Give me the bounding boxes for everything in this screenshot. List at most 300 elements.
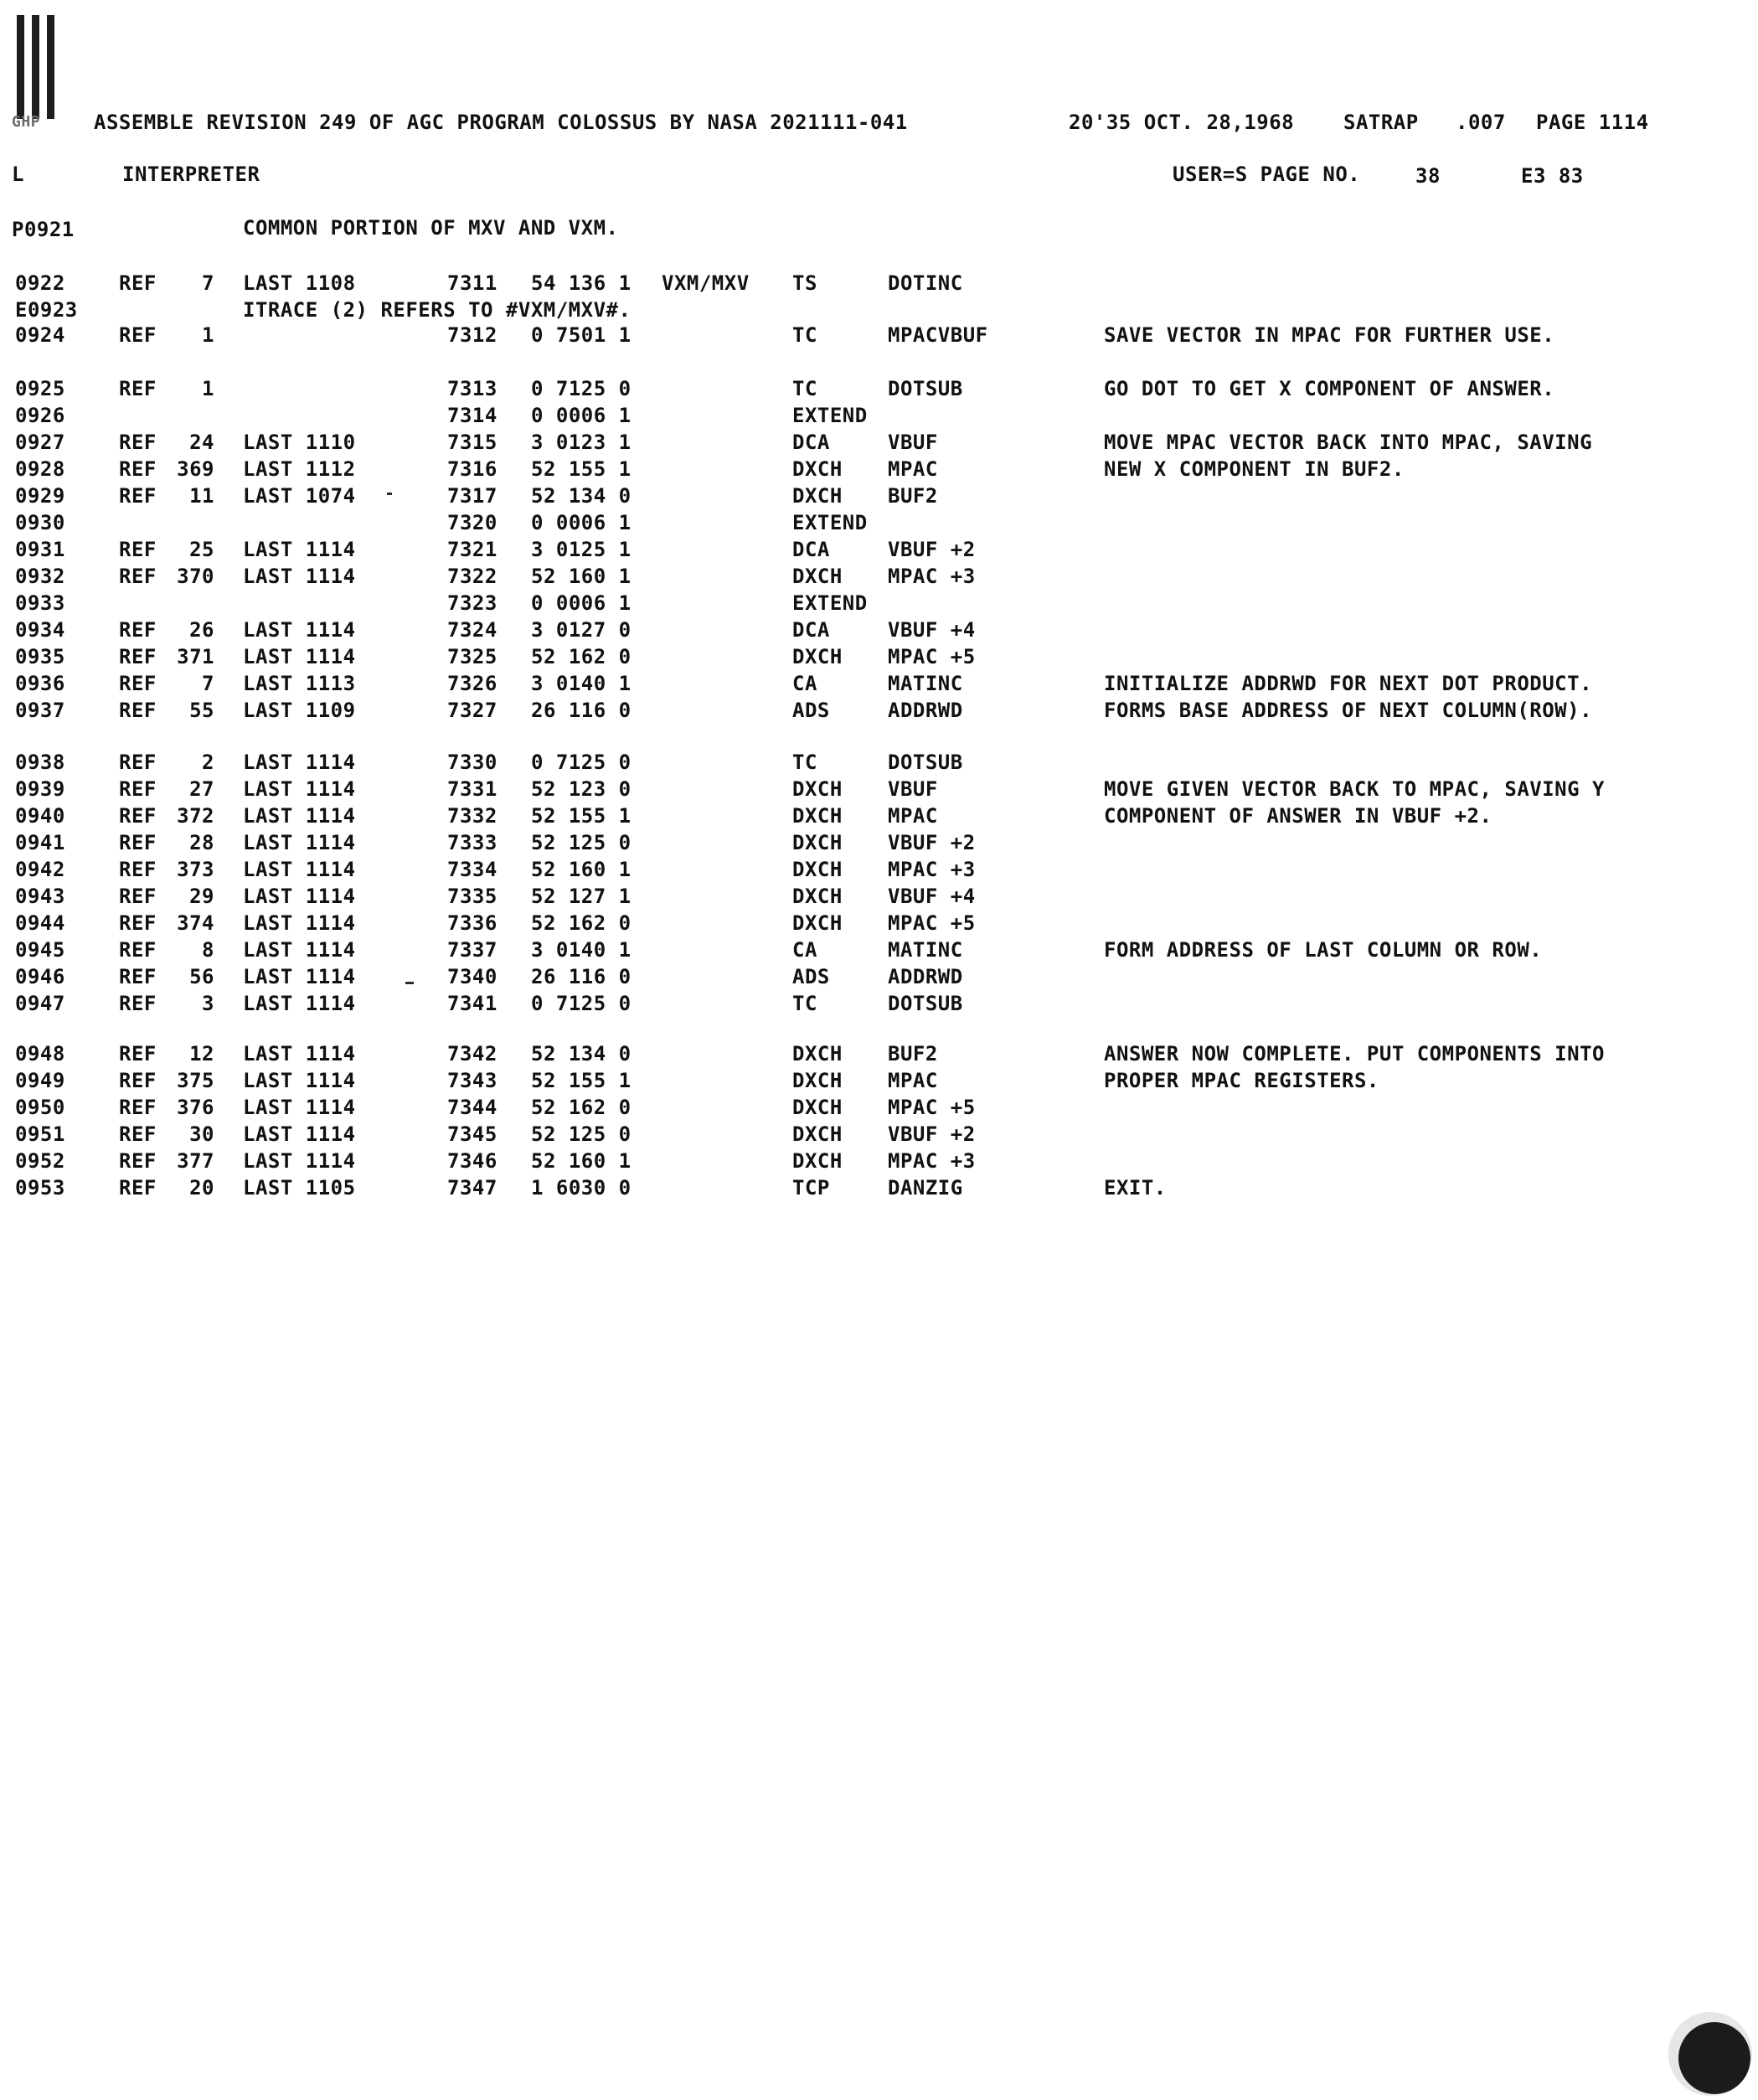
- cell-operand: VBUF: [888, 431, 938, 454]
- cell-addr: 7327: [447, 699, 497, 722]
- cell-code: 52 134 0: [531, 484, 632, 508]
- cell-cnt: 3: [202, 992, 214, 1015]
- cell-code: 52 123 0: [531, 777, 632, 801]
- cell-op: DXCH: [792, 645, 843, 668]
- cell-line: 0938: [15, 751, 65, 774]
- cell-op: DXCH: [792, 858, 843, 881]
- time-line: 20'35 OCT. 28,1968: [1069, 111, 1295, 134]
- cell-cnt: 56: [189, 965, 214, 988]
- cell-line: 0942: [15, 858, 65, 881]
- cell-comment: FORM ADDRESS OF LAST COLUMN OR ROW.: [1104, 938, 1543, 962]
- cell-line: 0949: [15, 1069, 65, 1092]
- cell-op: DXCH: [792, 1042, 843, 1065]
- cell-addr: 7341: [447, 992, 497, 1015]
- cell-line: 0951: [15, 1122, 65, 1146]
- cell-op: DXCH: [792, 804, 843, 828]
- cell-code: 52 162 0: [531, 645, 632, 668]
- cell-comment: ANSWER NOW COMPLETE. PUT COMPONENTS INTO: [1104, 1042, 1605, 1065]
- cell-line: 0934: [15, 618, 65, 642]
- cell-code: 0 7125 0: [531, 377, 632, 400]
- cell-addr: 7346: [447, 1149, 497, 1173]
- cell-cnt: 376: [177, 1096, 214, 1119]
- cell-cnt: 1: [202, 377, 214, 400]
- cell-operand: BUF2: [888, 484, 938, 508]
- cell-op: ADS: [792, 965, 830, 988]
- cell-last: LAST 1114: [243, 965, 356, 988]
- listing-row: [0, 1121, 1758, 1148]
- cell-op: TS: [792, 271, 817, 295]
- listing-row: [0, 1040, 1758, 1067]
- cell-op: TC: [792, 992, 817, 1015]
- corner-mark: GHP: [12, 113, 41, 131]
- cell-cnt: 375: [177, 1069, 214, 1092]
- cell-ref: REF: [119, 938, 157, 962]
- cell-ref: REF: [119, 1122, 157, 1146]
- cell-code: 1 6030 0: [531, 1176, 632, 1200]
- cell-addr: 7337: [447, 938, 497, 962]
- cell-code: 52 162 0: [531, 1096, 632, 1119]
- listing-row: [0, 1174, 1758, 1201]
- binder-mark-3: [47, 15, 54, 119]
- cell-cnt: 55: [189, 699, 214, 722]
- cell-addr: 7311: [447, 271, 497, 295]
- cell-operand: MATINC: [888, 672, 963, 695]
- cell-ref: REF: [119, 538, 157, 561]
- cell-addr: 7347: [447, 1176, 497, 1200]
- cell-addr: 7345: [447, 1122, 497, 1146]
- cell-line: 0931: [15, 538, 65, 561]
- cell-code: 3 0123 1: [531, 431, 632, 454]
- cell-addr: 7313: [447, 377, 497, 400]
- cell-line: 0947: [15, 992, 65, 1015]
- cell-addr: 7336: [447, 911, 497, 935]
- cell-operand: MPAC +3: [888, 1149, 976, 1173]
- cell-code: 52 155 1: [531, 457, 632, 481]
- cell-code: 52 155 1: [531, 1069, 632, 1092]
- cell-ref: REF: [119, 911, 157, 935]
- cell-op: DXCH: [792, 831, 843, 854]
- cell-op: DXCH: [792, 777, 843, 801]
- cell-last: LAST 1114: [243, 992, 356, 1015]
- cell-operand: ADDRWD: [888, 965, 963, 988]
- cell-code: 52 160 1: [531, 1149, 632, 1173]
- cell-label: VXM/MXV: [662, 271, 750, 295]
- cell-op: DXCH: [792, 885, 843, 908]
- binder-mark-1: [17, 15, 24, 119]
- cell-cnt: 11: [189, 484, 214, 508]
- cell-code: 0 7125 0: [531, 751, 632, 774]
- cell-operand: DOTSUB: [888, 992, 963, 1015]
- cell-addr: 7321: [447, 538, 497, 561]
- cell-cnt: 374: [177, 911, 214, 935]
- cell-operand: VBUF: [888, 777, 938, 801]
- cell-last: LAST 1114: [243, 1149, 356, 1173]
- cell-line: 0939: [15, 777, 65, 801]
- cell-last: LAST 1114: [243, 1042, 356, 1065]
- cell-operand: MPAC: [888, 457, 938, 481]
- cell-op: DXCH: [792, 911, 843, 935]
- cell-addr: 7335: [447, 885, 497, 908]
- listing-row: [0, 617, 1758, 643]
- cell-line: 0929: [15, 484, 65, 508]
- cell-addr: 7344: [447, 1096, 497, 1119]
- cell-operand: MPAC: [888, 1069, 938, 1092]
- cell-addr: 7340: [447, 965, 497, 988]
- cell-line: 0932: [15, 565, 65, 588]
- cell-addr: 7332: [447, 804, 497, 828]
- cell-cnt: 29: [189, 885, 214, 908]
- cell-code: 0 7125 0: [531, 992, 632, 1015]
- cell-code: 3 0140 1: [531, 938, 632, 962]
- cell-last: LAST 1114: [243, 938, 356, 962]
- cell-code: 52 127 1: [531, 885, 632, 908]
- cell-operand: VBUF +2: [888, 538, 976, 561]
- cell-ref: REF: [119, 804, 157, 828]
- listing-row: [0, 322, 1758, 348]
- cell-cnt: 371: [177, 645, 214, 668]
- stray-tick-2: [405, 982, 414, 984]
- cell-cnt: 1: [202, 323, 214, 347]
- cell-line: 0936: [15, 672, 65, 695]
- cell-code: 52 160 1: [531, 565, 632, 588]
- cell-line: 0930: [15, 511, 65, 534]
- cell-ref: REF: [119, 271, 157, 295]
- cell-addr: 7315: [447, 431, 497, 454]
- cell-op: TC: [792, 323, 817, 347]
- cell-last: LAST 1114: [243, 911, 356, 935]
- cell-line: 0935: [15, 645, 65, 668]
- cell-cnt: 7: [202, 672, 214, 695]
- listing-row: [0, 802, 1758, 829]
- listing-row: [0, 697, 1758, 724]
- cell-last: LAST 1114: [243, 831, 356, 854]
- cell-ref: REF: [119, 1042, 157, 1065]
- cell-op: DCA: [792, 431, 830, 454]
- cell-code: 26 116 0: [531, 965, 632, 988]
- cell-line: 0926: [15, 404, 65, 427]
- cell-ref: REF: [119, 831, 157, 854]
- cell-cnt: 28: [189, 831, 214, 854]
- binder-hole: [1678, 2022, 1750, 2094]
- cell-comment: SAVE VECTOR IN MPAC FOR FURTHER USE.: [1104, 323, 1555, 347]
- cell-addr: 7343: [447, 1069, 497, 1092]
- cell-cnt: 7: [202, 271, 214, 295]
- cell-code: 3 0125 1: [531, 538, 632, 561]
- cell-addr: 7333: [447, 831, 497, 854]
- cell-code: 54 136 1: [531, 271, 632, 295]
- cell-last: LAST 1114: [243, 858, 356, 881]
- listing-row: [0, 536, 1758, 563]
- cell-line: 0952: [15, 1149, 65, 1173]
- cell-line: 0922: [15, 271, 65, 295]
- cell-op: EXTEND: [792, 591, 868, 615]
- cell-comment: MOVE GIVEN VECTOR BACK TO MPAC, SAVING Y: [1104, 777, 1605, 801]
- cell-line: 0945: [15, 938, 65, 962]
- listing-row: [0, 590, 1758, 617]
- cell-operand: MPAC +5: [888, 1096, 976, 1119]
- cell-last: LAST 1114: [243, 618, 356, 642]
- cell-code: 52 125 0: [531, 1122, 632, 1146]
- listing-row: [0, 936, 1758, 963]
- listing-row: [0, 482, 1758, 509]
- listing-row: [0, 910, 1758, 936]
- cell-ref: REF: [119, 965, 157, 988]
- left-letter: L: [12, 163, 24, 186]
- cell-ref: REF: [119, 751, 157, 774]
- cell-op: DXCH: [792, 565, 843, 588]
- cell-addr: 7320: [447, 511, 497, 534]
- cell-last: LAST 1112: [243, 457, 356, 481]
- listing-row: [0, 749, 1758, 776]
- cell-op: CA: [792, 672, 817, 695]
- cell-ref: REF: [119, 323, 157, 347]
- cell-ref: REF: [119, 377, 157, 400]
- title-line-id: P0921: [12, 218, 75, 241]
- cell-cnt: 24: [189, 431, 214, 454]
- cell-ref: REF: [119, 1149, 157, 1173]
- listing-row: [0, 456, 1758, 482]
- cell-cnt: 27: [189, 777, 214, 801]
- cell-operand: VBUF +4: [888, 618, 976, 642]
- cell-last: LAST 1110: [243, 431, 356, 454]
- cell-operand: VBUF +4: [888, 885, 976, 908]
- cell-operand: MPAC +5: [888, 911, 976, 935]
- cell-op: DXCH: [792, 1096, 843, 1119]
- cell-last: LAST 1114: [243, 1122, 356, 1146]
- cell-last: LAST 1114: [243, 751, 356, 774]
- cell-operand: MPACVBUF: [888, 323, 988, 347]
- cell-operand: BUF2: [888, 1042, 938, 1065]
- cell-code: 52 155 1: [531, 804, 632, 828]
- cell-operand: ADDRWD: [888, 699, 963, 722]
- cell-last: LAST 1114: [243, 804, 356, 828]
- cell-comment: EXIT.: [1104, 1176, 1167, 1200]
- cell-op: TCP: [792, 1176, 830, 1200]
- cell-addr: 7342: [447, 1042, 497, 1065]
- cell-op: TC: [792, 751, 817, 774]
- listing-row: [0, 643, 1758, 670]
- cell-last: LAST 1114: [243, 1069, 356, 1092]
- cell-last: LAST 1114: [243, 885, 356, 908]
- cell-op: CA: [792, 938, 817, 962]
- cell-op: DXCH: [792, 1069, 843, 1092]
- cell-code: 52 134 0: [531, 1042, 632, 1065]
- cell-comment: GO DOT TO GET X COMPONENT OF ANSWER.: [1104, 377, 1555, 400]
- cell-line: 0953: [15, 1176, 65, 1200]
- cell-line: 0927: [15, 431, 65, 454]
- cell-last: LAST 1114: [243, 1096, 356, 1119]
- cell-last: LAST 1074: [243, 484, 356, 508]
- cell-code: 0 0006 1: [531, 404, 632, 427]
- cell-operand: VBUF +2: [888, 831, 976, 854]
- cell-cnt: 372: [177, 804, 214, 828]
- cell-code: 3 0140 1: [531, 672, 632, 695]
- assemble-line: ASSEMBLE REVISION 249 OF AGC PROGRAM COLOSSUS BY NASA 2021111-041: [94, 111, 908, 134]
- cell-addr: 7312: [447, 323, 497, 347]
- code-tag: E3 83: [1521, 164, 1584, 188]
- cell-op: EXTEND: [792, 404, 868, 427]
- cell-code: 0 0006 1: [531, 591, 632, 615]
- cell-op: TC: [792, 377, 817, 400]
- cell-line: 0937: [15, 699, 65, 722]
- listing-row: [0, 883, 1758, 910]
- cell-line: 0946: [15, 965, 65, 988]
- cell-code: 0 0006 1: [531, 511, 632, 534]
- cell-line: 0924: [15, 323, 65, 347]
- cell-addr: 7334: [447, 858, 497, 881]
- cell-last: LAST 1108: [243, 271, 356, 295]
- listing-row: [0, 1067, 1758, 1094]
- cell-ref: REF: [119, 1096, 157, 1119]
- listing-row: [0, 963, 1758, 990]
- cell-op: DXCH: [792, 1149, 843, 1173]
- cell-line: 0948: [15, 1042, 65, 1065]
- cell-addr: 7326: [447, 672, 497, 695]
- cell-addr: 7323: [447, 591, 497, 615]
- cell-operand: DOTSUB: [888, 377, 963, 400]
- cell-operand: DOTSUB: [888, 751, 963, 774]
- cell-cnt: 373: [177, 858, 214, 881]
- cell-op: DXCH: [792, 1122, 843, 1146]
- cell-addr: 7324: [447, 618, 497, 642]
- cell-line: 0940: [15, 804, 65, 828]
- cell-ref: REF: [119, 484, 157, 508]
- user-page-number: 38: [1415, 164, 1441, 188]
- listing-row: [0, 990, 1758, 1017]
- listing-row: [0, 270, 1758, 297]
- cell-code: 52 160 1: [531, 858, 632, 881]
- listing-row: [0, 297, 1758, 323]
- cell-cnt: 8: [202, 938, 214, 962]
- cell-addr: 7314: [447, 404, 497, 427]
- cell-op: DCA: [792, 538, 830, 561]
- cell-ref: REF: [119, 699, 157, 722]
- page-label: PAGE 1114: [1536, 111, 1649, 134]
- listing-row: [0, 1148, 1758, 1174]
- cell-last: LAST 1105: [243, 1176, 356, 1200]
- cell-cnt: 369: [177, 457, 214, 481]
- cell-operand: DANZIG: [888, 1176, 963, 1200]
- cell-last: LAST 1114: [243, 777, 356, 801]
- cell-op: ADS: [792, 699, 830, 722]
- cell-line: 0941: [15, 831, 65, 854]
- listing-row: [0, 829, 1758, 856]
- cell-comment: MOVE MPAC VECTOR BACK INTO MPAC, SAVING: [1104, 431, 1593, 454]
- cell-ref: REF: [119, 431, 157, 454]
- cell-line: 0925: [15, 377, 65, 400]
- cell-cnt: 370: [177, 565, 214, 588]
- cell-addr: 7330: [447, 751, 497, 774]
- cell-ref: REF: [119, 457, 157, 481]
- cell-line: 0928: [15, 457, 65, 481]
- cell-operand: MPAC +3: [888, 565, 976, 588]
- listing-row: [0, 856, 1758, 883]
- cell-line: 0943: [15, 885, 65, 908]
- cell-comment: NEW X COMPONENT IN BUF2.: [1104, 457, 1405, 481]
- cell-ref: REF: [119, 1069, 157, 1092]
- listing-row: [0, 429, 1758, 456]
- cell-cnt: 30: [189, 1122, 214, 1146]
- cell-ref: REF: [119, 618, 157, 642]
- cell-code: 0 7501 1: [531, 323, 632, 347]
- cell-addr: 7331: [447, 777, 497, 801]
- satrap-label: SATRAP: [1343, 111, 1419, 134]
- listing-row: [0, 375, 1758, 402]
- cell-operand: MPAC +5: [888, 645, 976, 668]
- cell-op: DXCH: [792, 457, 843, 481]
- cell-last: LAST 1113: [243, 672, 356, 695]
- listing-row: [0, 776, 1758, 802]
- cell-op: DXCH: [792, 484, 843, 508]
- cell-ref: REF: [119, 992, 157, 1015]
- cell-ref: REF: [119, 885, 157, 908]
- cell-cnt: 2: [202, 751, 214, 774]
- cell-cnt: 20: [189, 1176, 214, 1200]
- cell-operand: MATINC: [888, 938, 963, 962]
- cell-last: LAST 1109: [243, 699, 356, 722]
- section-heading: COMMON PORTION OF MXV AND VXM.: [243, 216, 619, 240]
- cell-ref: REF: [119, 645, 157, 668]
- satrap-number: .007: [1456, 111, 1506, 134]
- cell-operand: MPAC +3: [888, 858, 976, 881]
- cell-comment: COMPONENT OF ANSWER IN VBUF +2.: [1104, 804, 1492, 828]
- cell-cnt: 377: [177, 1149, 214, 1173]
- cell-operand: VBUF +2: [888, 1122, 976, 1146]
- user-page-label: USER=S PAGE NO.: [1173, 163, 1361, 186]
- cell-ref: REF: [119, 1176, 157, 1200]
- cell-addr: 7325: [447, 645, 497, 668]
- cell-line: 0944: [15, 911, 65, 935]
- cell-code: 26 116 0: [531, 699, 632, 722]
- cell-ref: REF: [119, 672, 157, 695]
- listing-row: [0, 509, 1758, 536]
- cell-last: LAST 1114: [243, 538, 356, 561]
- cell-code: 3 0127 0: [531, 618, 632, 642]
- cell-last: ITRACE (2) REFERS TO #VXM/MXV#.: [243, 298, 632, 322]
- cell-op: EXTEND: [792, 511, 868, 534]
- cell-ref: REF: [119, 565, 157, 588]
- cell-ref: REF: [119, 777, 157, 801]
- section-title: INTERPRETER: [122, 163, 260, 186]
- cell-last: LAST 1114: [243, 645, 356, 668]
- cell-addr: 7322: [447, 565, 497, 588]
- cell-operand: DOTINC: [888, 271, 963, 295]
- cell-code: 52 125 0: [531, 831, 632, 854]
- listing-row: [0, 670, 1758, 697]
- cell-comment: INITIALIZE ADDRWD FOR NEXT DOT PRODUCT.: [1104, 672, 1593, 695]
- binder-mark-2: [32, 15, 39, 119]
- cell-op: DCA: [792, 618, 830, 642]
- cell-operand: MPAC: [888, 804, 938, 828]
- cell-last: LAST 1114: [243, 565, 356, 588]
- cell-addr: 7317: [447, 484, 497, 508]
- cell-ref: REF: [119, 858, 157, 881]
- cell-cnt: 26: [189, 618, 214, 642]
- cell-line: 0933: [15, 591, 65, 615]
- listing-row: [0, 563, 1758, 590]
- listing-row: [0, 1094, 1758, 1121]
- cell-comment: PROPER MPAC REGISTERS.: [1104, 1069, 1379, 1092]
- cell-line: 0950: [15, 1096, 65, 1119]
- cell-comment: FORMS BASE ADDRESS OF NEXT COLUMN(ROW).: [1104, 699, 1593, 722]
- cell-addr: 7316: [447, 457, 497, 481]
- cell-code: 52 162 0: [531, 911, 632, 935]
- listing-row: [0, 402, 1758, 429]
- cell-cnt: 12: [189, 1042, 214, 1065]
- cell-cnt: 25: [189, 538, 214, 561]
- cell-line: E0923: [15, 298, 78, 322]
- stray-tick-1: [387, 493, 392, 495]
